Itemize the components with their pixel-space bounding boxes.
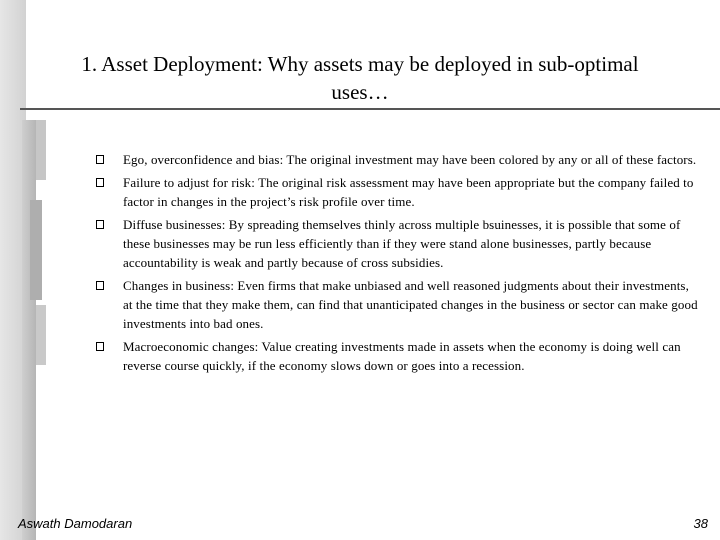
page-number: 38	[693, 516, 708, 531]
square-bullet-icon	[96, 342, 104, 351]
title-divider	[20, 108, 720, 110]
square-bullet-icon	[96, 178, 104, 187]
list-item	[88, 215, 698, 272]
decorative-bar	[22, 120, 36, 540]
square-bullet-icon	[96, 281, 104, 290]
bullet-text: Changes in business: Even firms that make unbiased and well reasoned judgments about their investments, at the time that they make them, can find that unanticipated changes in the business or sector can make good investments into bad ones.	[123, 278, 698, 331]
square-bullet-icon	[96, 220, 104, 229]
slide-title: 1. Asset Deployment: Why assets may be deployed in sub-optimal uses…	[81, 52, 639, 104]
list-item	[88, 276, 698, 333]
list-item	[88, 173, 698, 211]
decorative-bar	[36, 305, 46, 365]
decorative-bar	[36, 120, 46, 180]
bullet-text: Ego, overconfidence and bias: The original investment may have been colored by any or all of these factors.	[123, 152, 697, 167]
bullet-text: Failure to adjust for risk: The original risk assessment may have been appropriate but the company failed to factor in changes in the project’s risk profile over time.	[123, 175, 694, 209]
decorative-bar	[30, 200, 42, 300]
square-bullet-icon	[96, 155, 104, 164]
list-item	[88, 150, 698, 169]
bullet-text: Diffuse businesses: By spreading themselves thinly across multiple bsuinesses, it is possible that some of these businesses may be run less efficiently than if they were stand alone businesses, partly because accountability is weak and partly because of cross subsidies.	[123, 217, 681, 270]
footer-author: Aswath Damodaran	[18, 516, 133, 531]
bullet-text: Macroeconomic changes: Value creating investments made in assets when the economy is doing well can reverse course quickly, if the economy slows down or goes into a recession.	[123, 339, 681, 373]
bullet-list	[88, 150, 698, 379]
list-item	[88, 337, 698, 375]
